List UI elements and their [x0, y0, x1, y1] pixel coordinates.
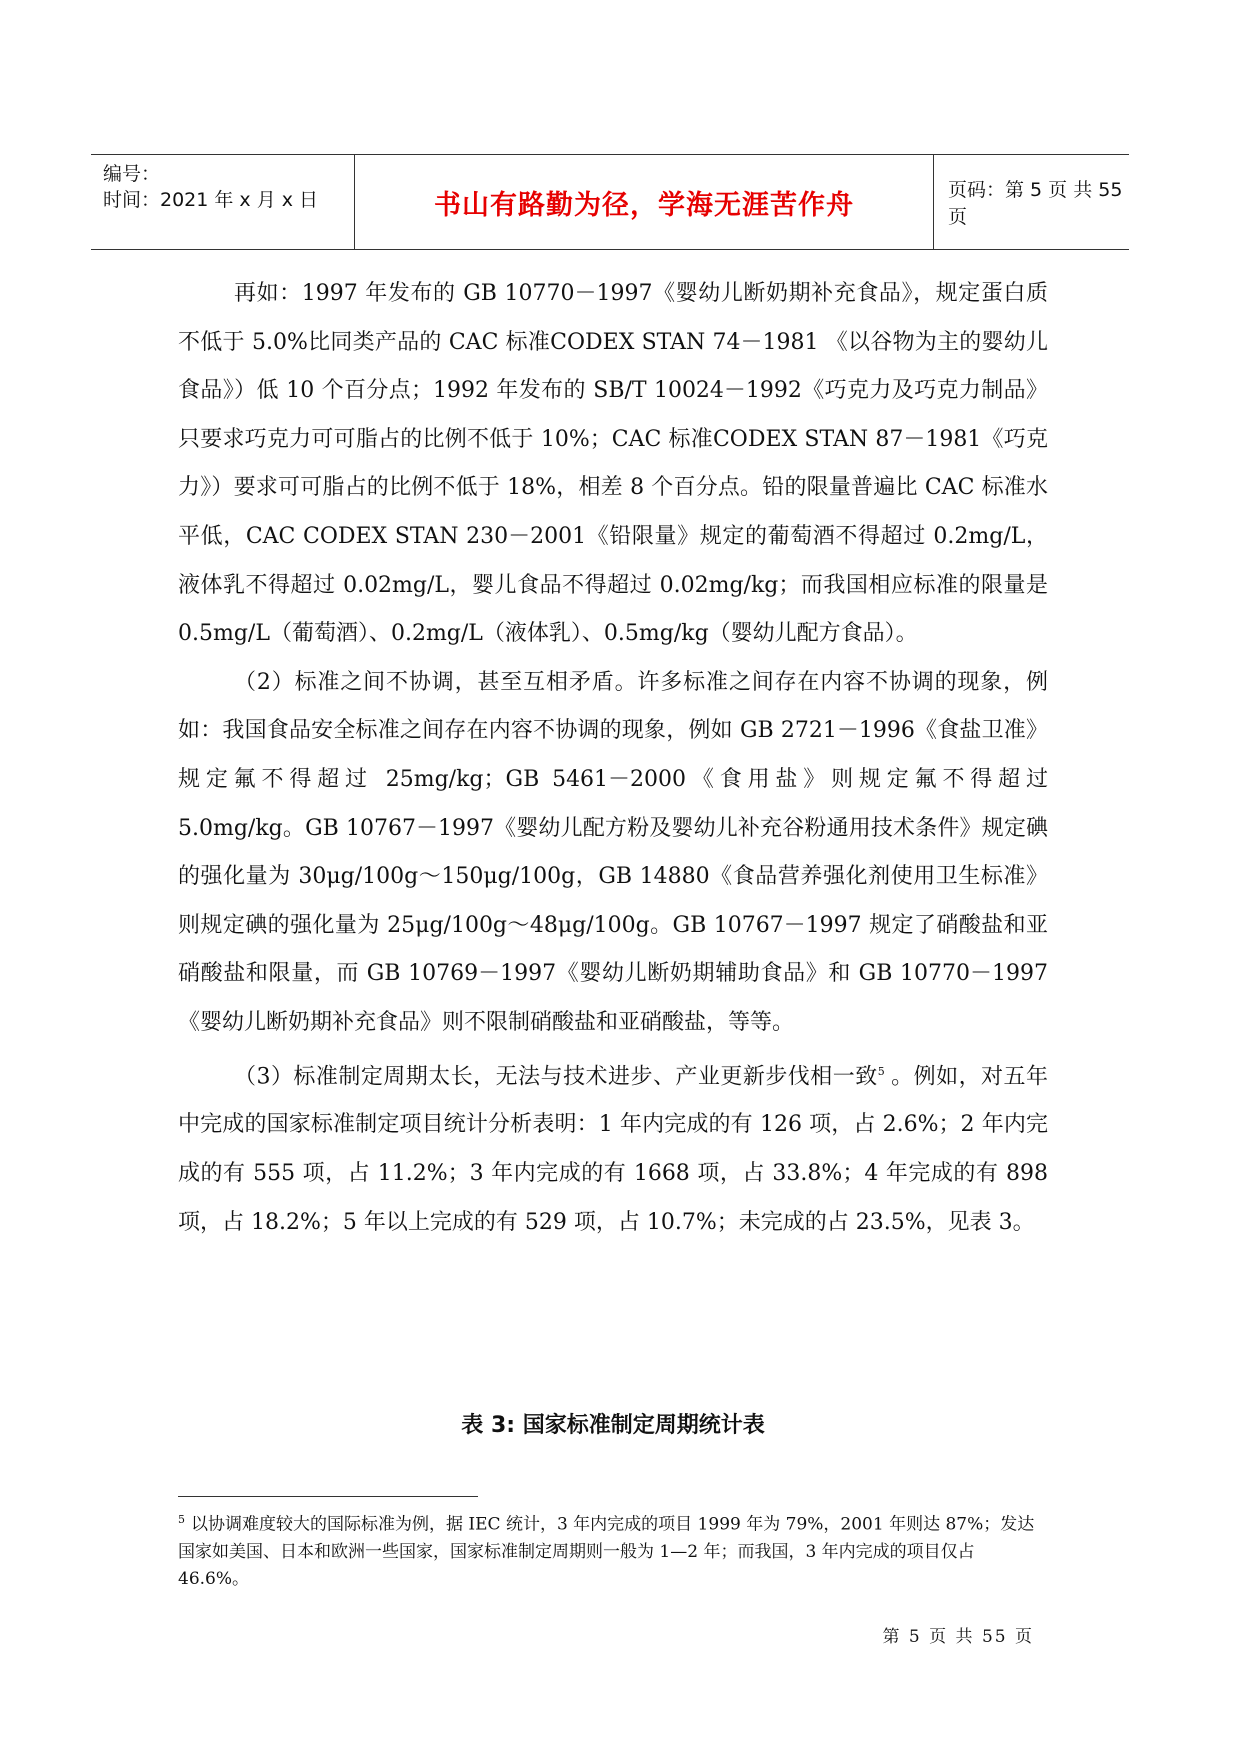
paragraph-3: [178, 1048, 1048, 1248]
paragraph-3-text-a: （3）标准制定周期太长，无法与技术进步、产业更新步伐相一致: [234, 1063, 878, 1089]
footnote-reference[interactable]: 5: [877, 1064, 885, 1078]
paragraph-1: 再如：1997 年发布的 GB 10770－1997《婴幼儿断奶期补充食品》，规定蛋白质不低于 5.0%比同类产品的 CAC 标准CODEX STAN 74－1981 《以谷物为主的婴幼儿食品》）低 10 个百分点；1992 年发布的 SB/T 10024－1992《巧克力及巧克力制品》只要求巧克力可可脂占的比例不低于 10%；CAC 标准CODEX STAN 87－1981《巧克力》）要求可可脂占的比例不低于 18%，相差 8 个百分点。铅的限量普遍比 CAC 标准水平低，CAC CODEX STAN 230－2001《铅限量》规定的葡萄酒不得超过 0.2mg/L，液体乳不得超过 0.02mg/L，婴儿食品不得超过 0.02mg/kg；而我国相应标准的限量是 0.5mg/L（葡萄酒）、0.2mg/L（液体乳）、0.5mg/kg（婴幼儿配方食品）。: [178, 281, 1048, 647]
footnote-divider: [178, 1496, 478, 1497]
footnote-text: 以协调难度较大的国际标准为例，据 IEC 统计，3 年内完成的项目 1999 年为 79%，2001 年则达 87%；发达国家如美国、日本和欧洲一些国家，国家标准制定周期则一般为 1—2 年；而我国，3 年内完成的项目仅占 46.6%。: [178, 1514, 1035, 1589]
page-footer: 第 5 页 共 55 页: [882, 1627, 1034, 1647]
header-table: [91, 154, 1129, 250]
table-title: 表 3: 国家标准制定周期统计表: [461, 1413, 765, 1438]
header-page-cell: [934, 155, 1129, 249]
document-body: [178, 270, 1048, 1247]
serial-number-label: 编号：: [103, 163, 161, 185]
date-label: 时间：2021 年 x 月 x 日: [103, 189, 319, 211]
motto-text: 书山有路勤为径，学海无涯苦作舟: [434, 189, 854, 221]
header-left-cell: [91, 155, 355, 249]
footnote-mark: 5: [178, 1513, 185, 1526]
page-number-label: 页码：第 5 页 共 55 页: [948, 179, 1123, 228]
paragraph-2: （2）标准之间不协调，甚至互相矛盾。许多标准之间存在内容不协调的现象，例如：我国食品安全标准之间存在内容不协调的现象，例如 GB 2721－1996《食盐卫准》规定氟不得超过 25mg/kg；GB 5461－2000《食用盐》则规定氟不得超过 5.0mg/kg。GB 10767－1997《婴幼儿配方粉及婴幼儿补充谷粉通用技术条件》规定碘的强化量为 30μg/100g～150μg/100g，GB 14880《食品营养强化剂使用卫生标准》则规定碘的强化量为 25μg/100g～48μg/100g。GB 10767－1997 规定了硝酸盐和亚硝酸盐和限量，而 GB 10769－1997《婴幼儿断奶期辅助食品》和 GB 10770－1997《婴幼儿断奶期补充食品》则不限制硝酸盐和亚硝酸盐，等等。: [178, 669, 1048, 1035]
header-motto-cell: [355, 155, 934, 249]
paragraph-3-text-b: 。例如，对五年中完成的国家标准制定项目统计分析表明：1 年内完成的有 126 项，占 2.6%；2 年内完成的有 555 项，占 11.2%；3 年内完成的有 1668 项，占 33.8%；4 年完成的有 898 项，占 18.2%；5 年以上完成的有 529 项，占 10.7%；未完成的占 23.5%，见表 3。: [178, 1063, 1048, 1235]
footnote: [178, 1506, 1048, 1593]
